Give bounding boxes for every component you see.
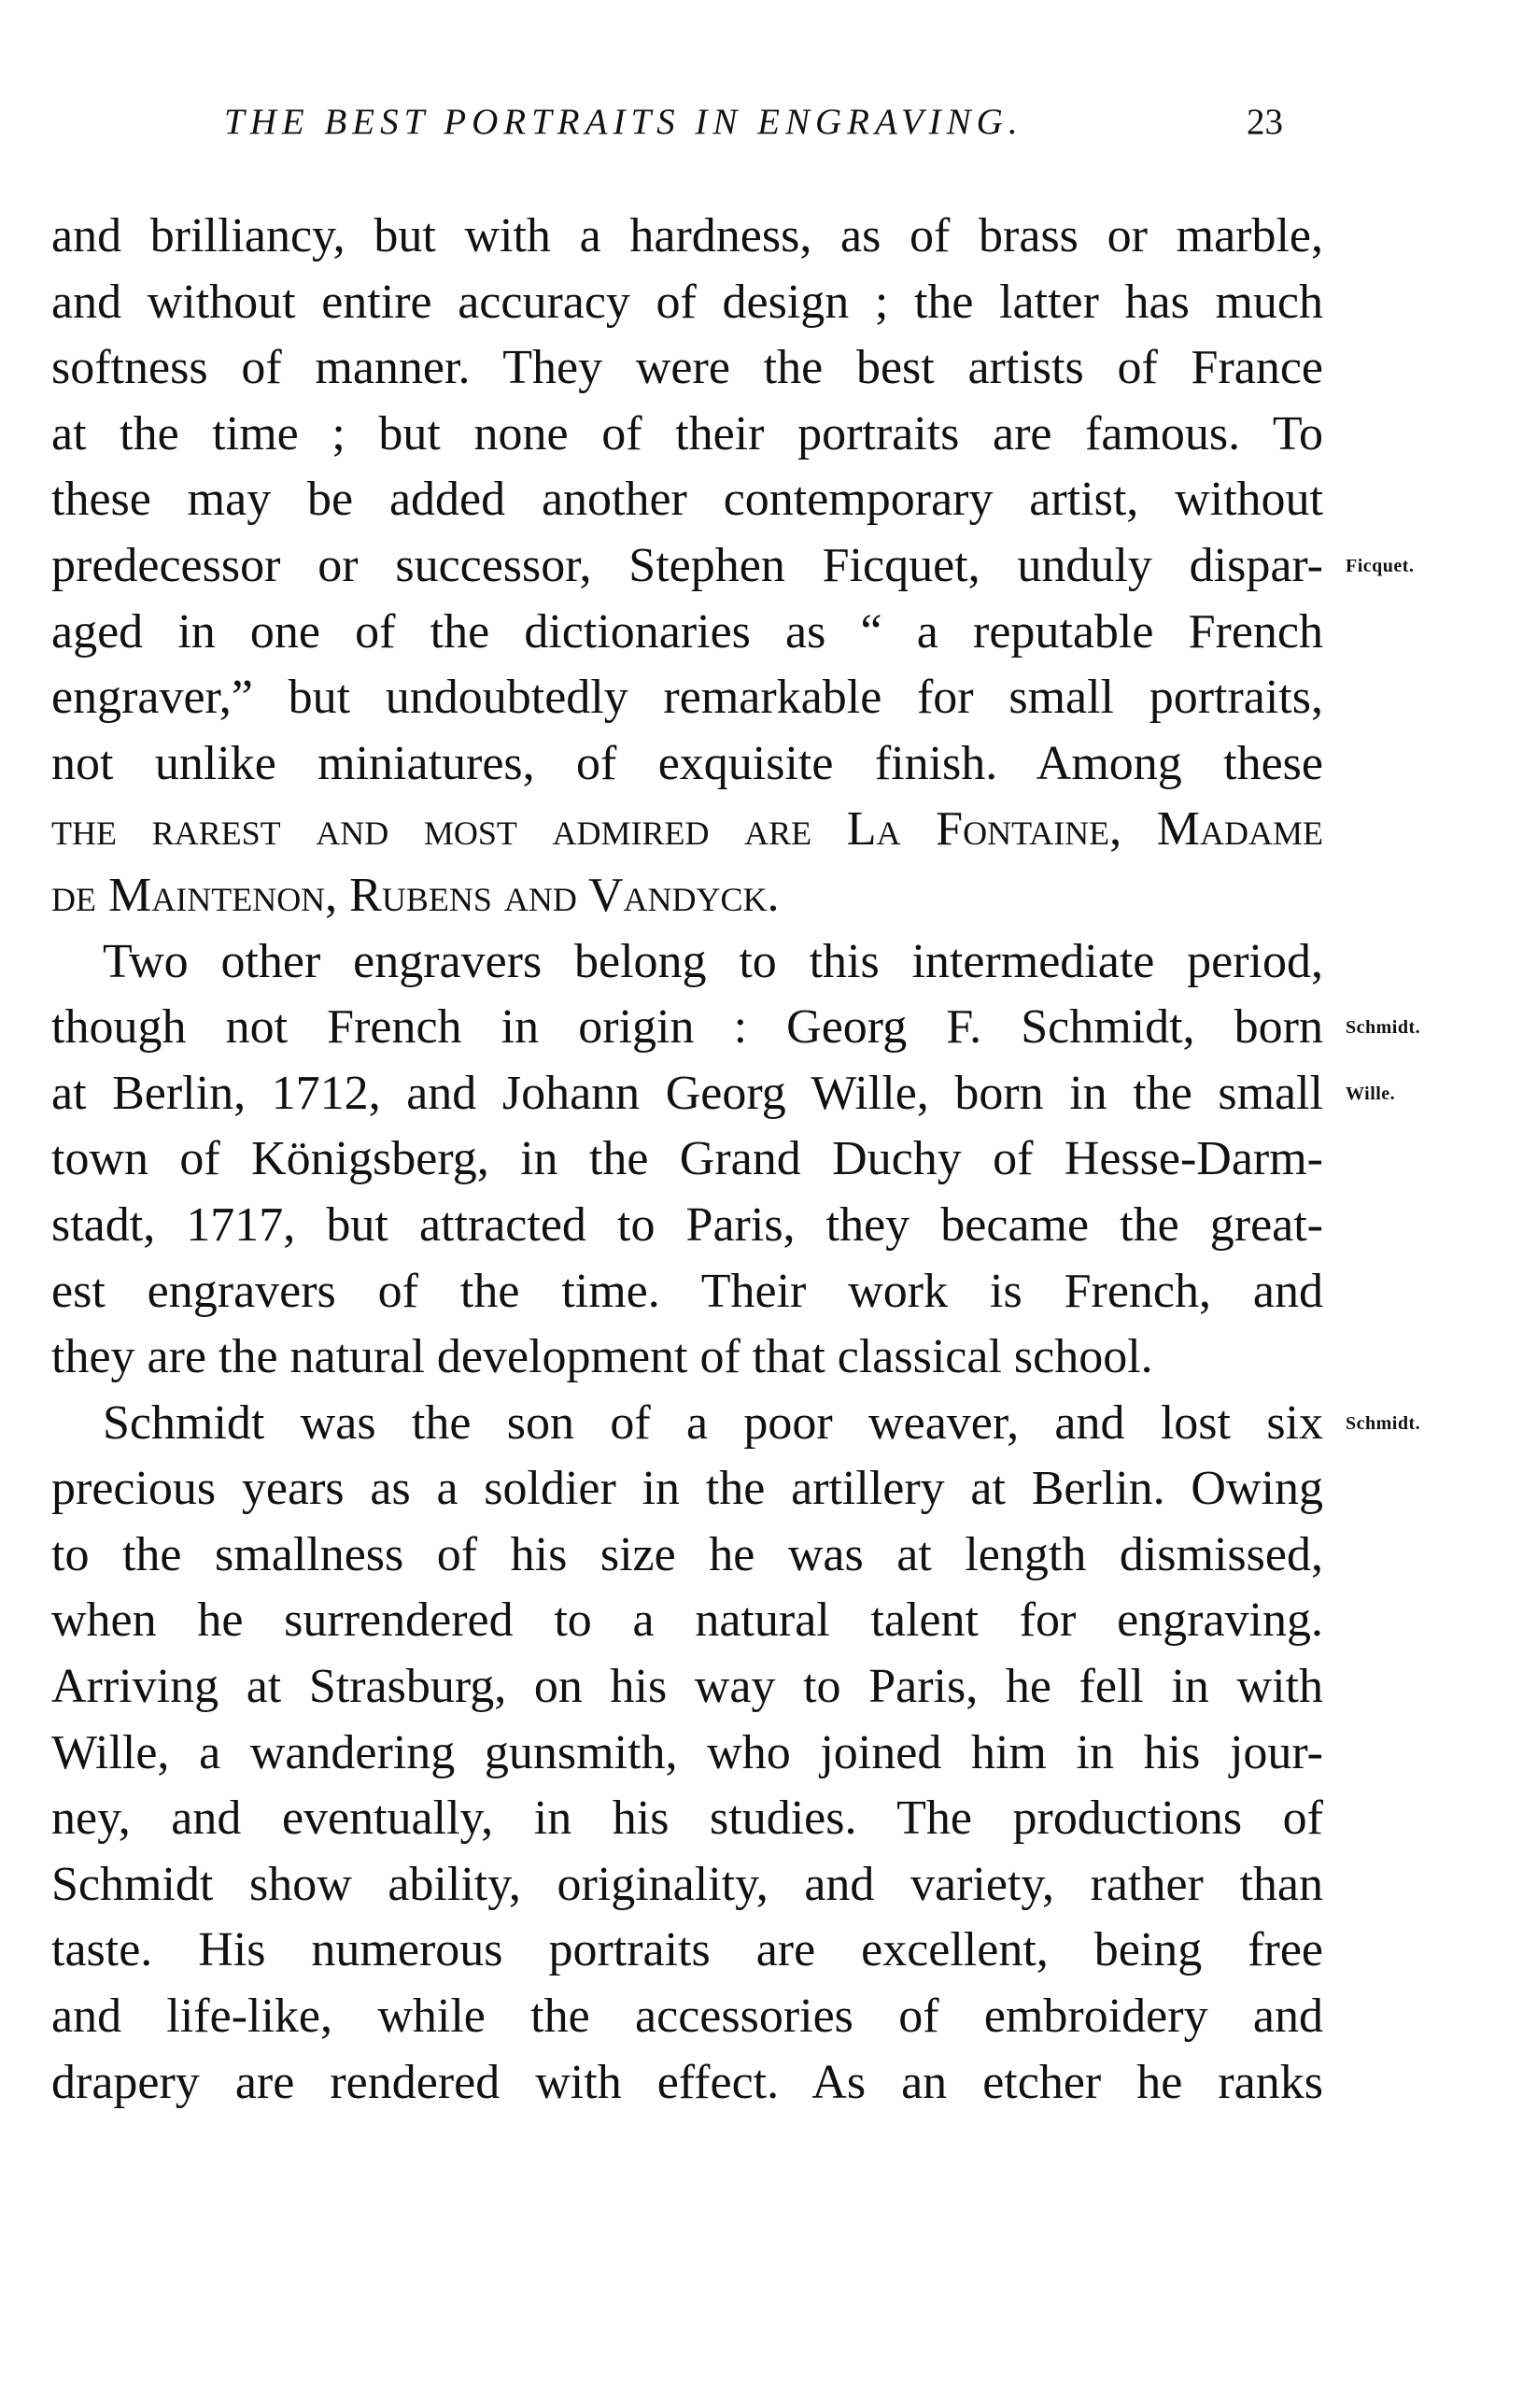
margin-note-schmidt: Schmidt. [1346,1412,1421,1434]
margin-note-wille: Wille. [1346,1083,1396,1104]
text-line: ney, and eventually, in his studies. The productions of [51,1792,1323,1846]
text-line: and brilliancy, but with a hardness, as of brass or marble, [51,209,1323,262]
text-line: engraver,” but undoubtedly remarkable for small portraits, [51,671,1323,725]
page-number: 23 [1247,102,1283,142]
running-title: THE BEST PORTRAITS IN ENGRAVING. [224,102,1023,142]
text-line: not unlike miniatures, of exquisite finish. Among these [51,736,1323,790]
text-line: these may be added another contemporary artist, without [51,473,1323,527]
text-line: est engravers of the time. Their work is French, and [51,1264,1323,1318]
margin-note-ficquet: Ficquet. [1346,555,1415,576]
text-line-with-note [51,1391,1421,1457]
body-text [51,204,1421,2116]
text-line: drapery are rendered with effect. As an etcher he ranks [51,2055,1323,2109]
text-line: town of Königsberg, in the Grand Duchy of Hesse-Darm- [51,1132,1323,1186]
text-line: Wille, a wandering gunsmith, who joined him in his jour- [51,1725,1323,1779]
text-line: they are the natural development of that classical school. [51,1330,1153,1384]
text-line: and life-like, while the accessories of embroidery and [51,1990,1323,2044]
text-line: stadt, 1717, but attracted to Paris, they became the great- [51,1197,1323,1252]
text-line: Arriving at Strasburg, on his way to Paris, he fell in with [51,1660,1323,1714]
text-line: Two other engravers belong to this intermediate period, [103,934,1323,988]
text-line: aged in one of the dictionaries as “ a reputable French [51,604,1323,659]
text-line: and without entire accuracy of design ; the latter has much [51,275,1323,329]
text-line-with-note [51,995,1421,1061]
text-line: at the time ; but none of their portraits are famous. To [51,406,1323,460]
running-header [0,101,1523,157]
text-line: de Maintenon, Rubens and Vandyck. [51,868,780,922]
text-line: the rarest and most admired are La Fontaine, Madame [51,802,1323,857]
text-line: precious years as a soldier in the artillery at Berlin. Owing [51,1462,1323,1516]
text-line: Schmidt show ability, originality, and variety, rather than [51,1857,1323,1911]
text-line: to the smallness of his size he was at length dismissed, [51,1527,1323,1581]
text-line-with-note [51,1061,1396,1127]
text-line: Schmidt was the son of a poor weaver, and lost six [103,1395,1323,1450]
text-line: when he surrendered to a natural talent for engraving. [51,1594,1323,1648]
text-line: at Berlin, 1712, and Johann Georg Wille, born in the small [51,1066,1323,1120]
text-line: predecessor or successor, Stephen Ficquet, unduly dispar- [51,538,1323,592]
text-line-with-note [51,533,1415,600]
margin-note-schmidt: Schmidt. [1346,1017,1421,1039]
text-line: softness of manner. They were the best artists of France [51,341,1323,395]
text-line: though not French in origin : Georg F. Schmidt, born [51,1000,1323,1055]
text-line: taste. His numerous portraits are excellent, being free [51,1923,1323,1977]
